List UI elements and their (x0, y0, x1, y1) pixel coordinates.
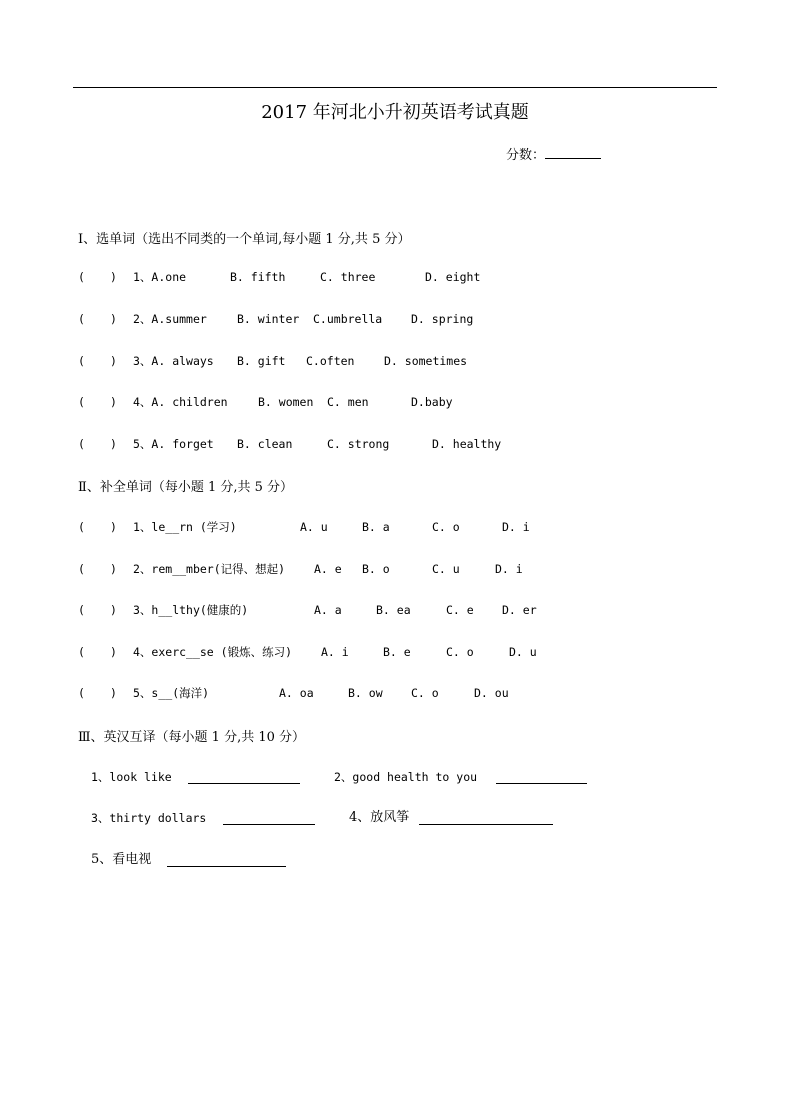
option-b: B. clean (237, 437, 293, 451)
answer-blank[interactable] (167, 854, 286, 867)
option-b: B. o (362, 562, 390, 576)
answer-paren-open: ( (78, 686, 85, 700)
translation-item: 5、看电视 (91, 852, 152, 867)
option-a: 2、A.summer (133, 312, 207, 326)
score-blank[interactable] (545, 146, 601, 159)
option-b: B. a (362, 520, 390, 534)
answer-blank[interactable] (496, 771, 587, 784)
translation-item: 2、good health to you (334, 770, 478, 784)
answer-blank[interactable] (223, 812, 315, 825)
answer-paren-open: ( (78, 395, 85, 409)
score-label: 分数： (506, 148, 546, 163)
answer-blank[interactable] (419, 812, 553, 825)
option-d: D. eight (425, 270, 481, 284)
answer-paren-open: ( (78, 603, 85, 617)
option-b: B. women (258, 395, 314, 409)
answer-paren-close: ) (110, 603, 117, 617)
option-d: D. ou (474, 686, 509, 700)
question-word: 5、s__(海洋) (133, 686, 210, 700)
question-word: 4、exerc__se (锻炼、练习) (133, 645, 293, 659)
answer-paren-open: ( (78, 437, 85, 451)
option-d: D. u (509, 645, 537, 659)
answer-paren-open: ( (78, 520, 85, 534)
answer-paren-open: ( (78, 562, 85, 576)
question-word: 3、h__lthy(健康的) (133, 603, 249, 617)
section2-heading: Ⅱ、补全单词（每小题 1 分,共 5 分） (78, 480, 294, 495)
option-c: C. o (446, 645, 474, 659)
answer-paren-close: ) (110, 562, 117, 576)
option-d: D. sometimes (384, 354, 468, 368)
answer-blank[interactable] (188, 771, 300, 784)
answer-paren-close: ) (110, 312, 117, 326)
section3-heading: Ⅲ、英汉互译（每小题 1 分,共 10 分） (78, 730, 306, 745)
top-rule (73, 87, 717, 88)
section1-heading: Ⅰ、选单词（选出不同类的一个单词,每小题 1 分,共 5 分） (78, 232, 411, 247)
option-a: 4、A. children (133, 395, 228, 409)
option-c: C. e (446, 603, 474, 617)
answer-paren-close: ) (110, 270, 117, 284)
translation-item: 1、look like (91, 770, 172, 784)
answer-paren-close: ) (110, 437, 117, 451)
option-c: C. u (432, 562, 460, 576)
option-c: C. three (320, 270, 376, 284)
answer-paren-open: ( (78, 312, 85, 326)
option-a: A. e (314, 562, 342, 576)
option-c: C. o (432, 520, 460, 534)
answer-paren-open: ( (78, 354, 85, 368)
answer-paren-open: ( (78, 270, 85, 284)
translation-item: 4、放风筝 (349, 810, 410, 825)
translation-item: 3、thirty dollars (91, 811, 207, 825)
option-d: D. healthy (432, 437, 502, 451)
answer-paren-close: ) (110, 395, 117, 409)
option-c: C.umbrella (313, 312, 383, 326)
answer-paren-close: ) (110, 645, 117, 659)
option-c: C.often (306, 354, 355, 368)
option-a: A. i (321, 645, 349, 659)
option-a: 3、A. always (133, 354, 214, 368)
option-b: B. e (383, 645, 411, 659)
option-b: B. winter (237, 312, 300, 326)
option-c: C. o (411, 686, 439, 700)
score-field (506, 144, 601, 163)
option-a: 1、A.one (133, 270, 187, 284)
question-word: 2、rem__mber(记得、想起) (133, 562, 286, 576)
option-d: D. er (502, 603, 537, 617)
option-b: B. ow (348, 686, 383, 700)
option-d: D. spring (411, 312, 474, 326)
answer-paren-close: ) (110, 686, 117, 700)
option-d: D. i (502, 520, 530, 534)
option-c: C. men (327, 395, 369, 409)
option-b: B. fifth (230, 270, 286, 284)
option-c: C. strong (327, 437, 390, 451)
option-a: 5、A. forget (133, 437, 214, 451)
option-b: B. ea (376, 603, 411, 617)
page-title: 2017 年河北小升初英语考试真题 (261, 102, 529, 123)
answer-paren-open: ( (78, 645, 85, 659)
option-d: D. i (495, 562, 523, 576)
question-word: 1、le__rn (学习) (133, 520, 237, 534)
option-d: D.baby (411, 395, 453, 409)
option-b: B. gift (237, 354, 286, 368)
option-a: A. a (314, 603, 342, 617)
option-a: A. u (300, 520, 328, 534)
option-a: A. oa (279, 686, 314, 700)
answer-paren-close: ) (110, 520, 117, 534)
answer-paren-close: ) (110, 354, 117, 368)
